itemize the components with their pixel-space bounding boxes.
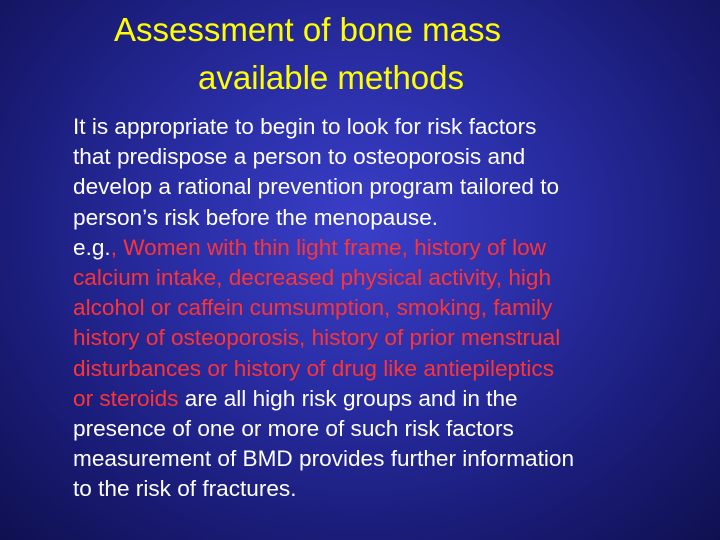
risk-factor-line: disturbances or history of drug like antiepileptics bbox=[73, 355, 554, 381]
body-line: develop a rational prevention program tailored to bbox=[73, 174, 560, 200]
body-line: to the risk of fractures. bbox=[73, 476, 297, 502]
body-line: person’s risk before the menopause. bbox=[73, 204, 439, 230]
mixed-line bbox=[73, 384, 713, 414]
example-prefix: e.g. bbox=[73, 234, 111, 260]
body-line: measurement of BMD provides further information bbox=[73, 446, 575, 472]
body-line: presence of one or more of such risk factors bbox=[73, 416, 514, 442]
risk-factor-line: calcium intake, decreased physical activity, high bbox=[73, 265, 552, 291]
body-line: It is appropriate to begin to look for risk factors bbox=[73, 114, 537, 139]
title-line-1: Assessment of bone mass bbox=[114, 11, 502, 48]
body-line: that predispose a person to osteoporosis and bbox=[73, 144, 526, 170]
title-line-2: available methods bbox=[198, 59, 464, 96]
risk-factor-text: or steroids bbox=[73, 385, 179, 411]
body-text-segment: are all high risk groups and in the bbox=[178, 385, 518, 411]
body-paragraph bbox=[73, 112, 713, 505]
risk-factor-line: history of osteoporosis, history of prior menstrual bbox=[73, 325, 561, 351]
example-line bbox=[73, 233, 713, 263]
risk-factor-text: , Women with thin light frame, history of low bbox=[110, 234, 546, 260]
risk-factor-line: alcohol or caffein cumsumption, smoking, family bbox=[73, 295, 553, 321]
slide-title bbox=[0, 6, 720, 102]
